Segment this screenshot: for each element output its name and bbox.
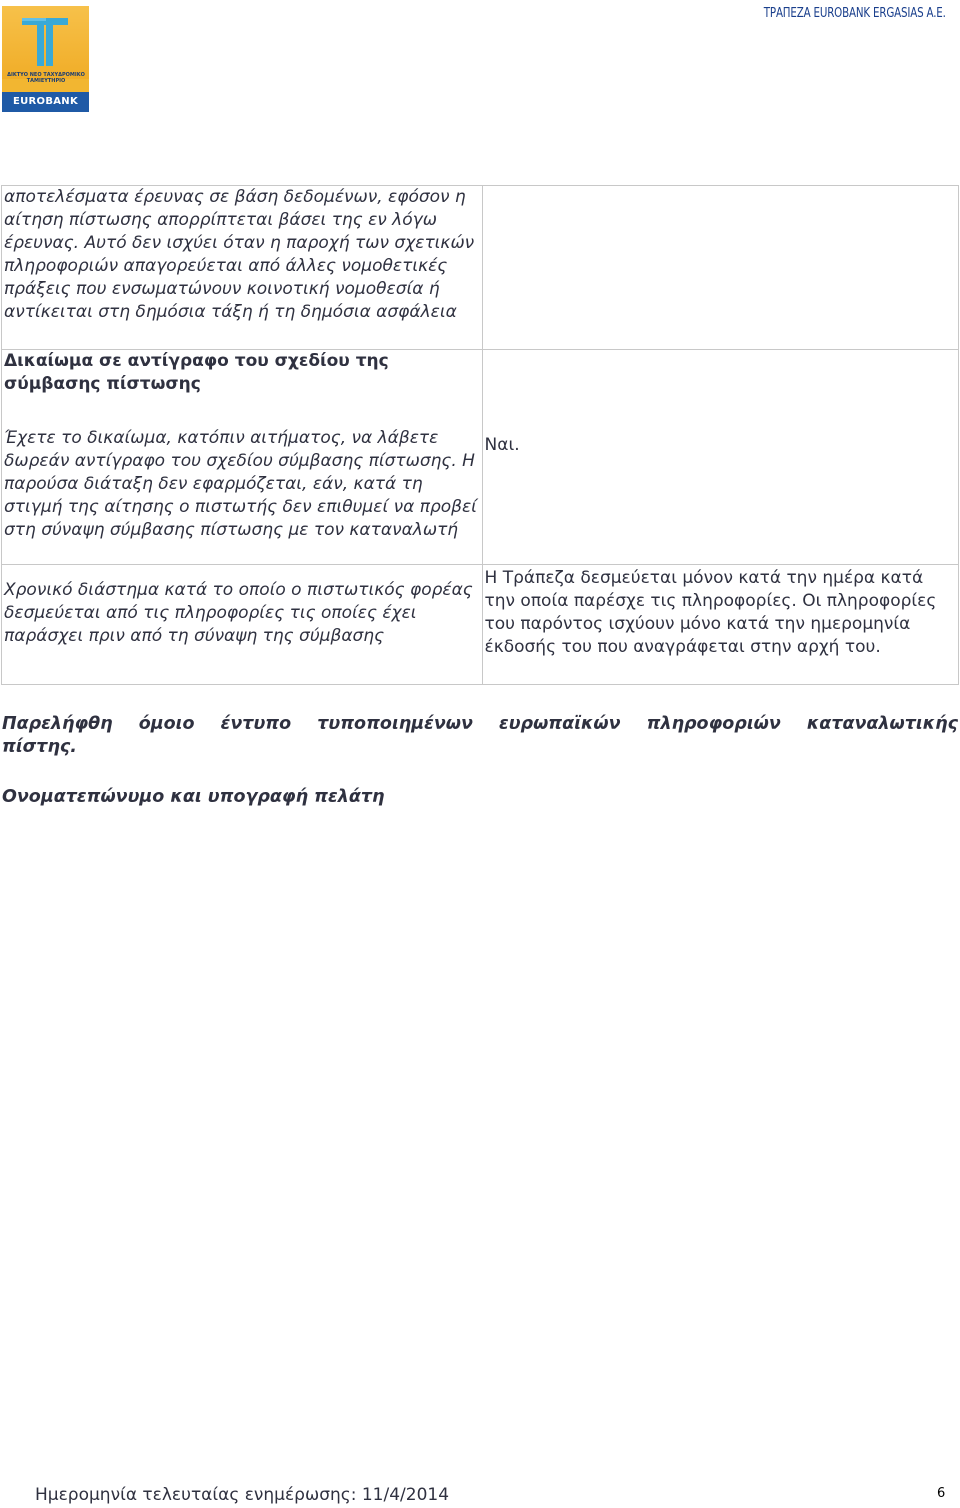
row2-label-cell bbox=[2, 350, 483, 565]
company-name: ΤΡΑΠΕΖΑ EUROBANK ERGASIAS A.E. bbox=[764, 6, 946, 21]
row1-value bbox=[482, 186, 958, 350]
row1-label: αποτελέσματα έρευνας σε βάση δεδομένων, εφόσον η αίτηση πίστωσης απορρίπτεται βάσει της εν λόγω έρευνας. Αυτό δεν ισχύει όταν η παροχή των σχετικών πληροφοριών απαγορεύεται από άλλες νομοθετικές πράξεις που ενσωματώνουν κοινοτική νομοθεσία ή αντίκειται στη δημόσια τάξη ή τη δημόσια ασφάλεια bbox=[2, 186, 483, 350]
table-row bbox=[2, 350, 959, 565]
table-row bbox=[2, 186, 959, 350]
tt-logo-icon bbox=[2, 6, 89, 79]
table-row bbox=[2, 565, 959, 685]
page-number: 6 bbox=[937, 1486, 946, 1501]
row2-value: Ναι. bbox=[482, 350, 958, 565]
row2-heading: Δικαίωμα σε αντίγραφο του σχεδίου της σύμβασης πίστωσης bbox=[4, 351, 389, 394]
last-updated-date: Ημερομηνία τελευταίας ενημέρωσης: 11/4/2014 bbox=[35, 1485, 450, 1505]
signature-label: Ονοματεπώνυμο και υπογραφή πελάτη bbox=[2, 787, 385, 807]
logo-caption: ΔΙΚΤΥΟ ΝΕΟ ΤΑΧΥΔΡΟΜΙΚΟ ΤΑΜΙΕΥΤΗΡΙΟ bbox=[7, 72, 85, 84]
eurobank-logo bbox=[2, 6, 89, 112]
acknowledgement-text: Παρελήφθη όμοιο έντυπο τυποποιημένων ευρωπαϊκών πληροφοριών καταναλωτικής πίστης. bbox=[2, 714, 958, 757]
row3-label: Χρονικό διάστημα κατά το οποίο ο πιστωτικός φορέας δεσμεύεται από τις πληροφορίες τις οποίες έχει παράσχει πριν από τη σύναψη της σύμβασης bbox=[2, 565, 483, 685]
logo-brand: EUROBANK bbox=[2, 92, 89, 112]
row3-value: Η Τράπεζα δεσμεύεται μόνον κατά την ημέρα κατά την οποία παρέσχε τις πληροφορίες. Οι πληροφορίες του παρόντος ισχύουν μόνο κατά την ημερομηνία έκδοσής του που αναγράφεται στην αρχή του. bbox=[482, 565, 958, 685]
info-table bbox=[1, 185, 959, 685]
row2-text: Έχετε το δικαίωμα, κατόπιν αιτήματος, να λάβετε δωρεάν αντίγραφο του σχεδίου σύμβασης πίστωσης. Η παρούσα διάταξη δεν εφαρμόζεται, εάν, κατά τη στιγμή της αίτησης ο πιστωτής δεν επιθυμεί να προβεί στη σύναψη σύμβασης πίστωσης με τον καταναλωτή bbox=[4, 428, 477, 540]
